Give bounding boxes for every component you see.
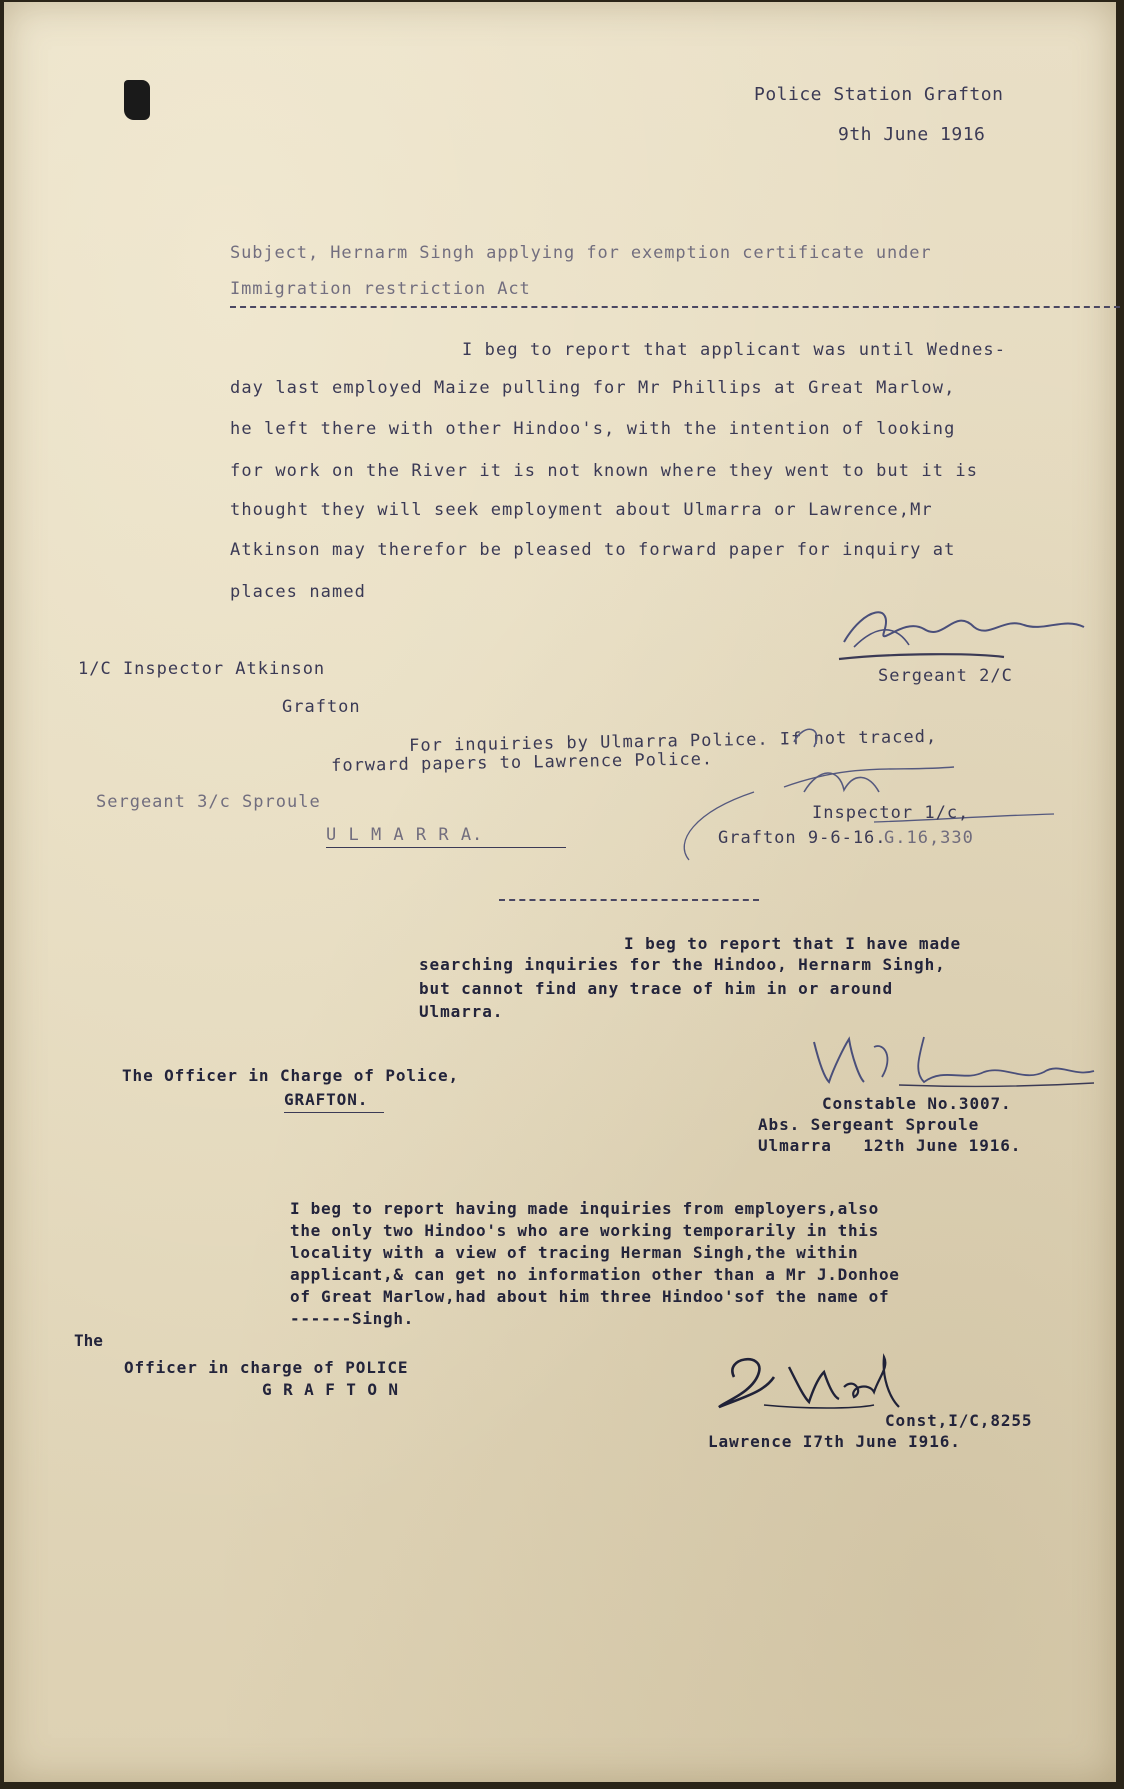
signature-const-lawrence [704,1347,904,1417]
report1-line: thought they will seek employment about Ulmarra or Lawrence,Mr [230,500,933,520]
report2-line: I beg to report that I have made [624,934,962,953]
report3-signoff-1: Const,I/C,8255 [885,1411,1033,1430]
report2-signoff-1: Constable No.3007. [822,1094,1012,1113]
report2-line: Ulmarra. [419,1002,504,1021]
signature-sergeant [834,587,1094,667]
header-date: 9th June 1916 [838,124,986,145]
report2-signoff-3: Ulmarra 12th June 1916. [758,1136,1022,1155]
report3-line: the only two Hindoo's who are working temporarily in this [290,1221,879,1240]
report3-addressee-0: The [74,1331,103,1350]
report2-addressee-1: The Officer in Charge of Police, [122,1066,460,1085]
report1-addressee-2: Grafton [282,697,361,717]
report1-line: I beg to report that applicant was until Wednes- [462,340,1007,360]
minute-dashed-rule [499,899,759,901]
report1-line: Atkinson may therefor be pleased to forward paper for inquiry at [230,540,956,560]
report3-line: applicant,& can get no information other than a Mr J.Donhoe [290,1265,900,1284]
signature-constable [804,1027,1104,1097]
minute-signoff-2: Grafton 9-6-16. [718,828,887,848]
subject-line-1: Subject, Hernarm Singh applying for exemption certificate under [230,243,932,263]
report3-signoff-2: Lawrence I7th June I916. [708,1432,961,1451]
report2-line: but cannot find any trace of him in or around [419,979,893,998]
report2-signoff-2: Abs. Sergeant Sproule [758,1115,980,1134]
document-page [4,2,1116,1782]
report3-addressee-1: Officer in charge of POLICE [124,1358,409,1377]
report3-line: I beg to report having made inquiries from employers,also [290,1199,879,1218]
report1-line: he left there with other Hindoo's, with the intention of looking [230,419,956,439]
report1-line: for work on the River it is not known where they went to but it is [230,461,979,481]
subject-line-2: Immigration restriction Act [230,279,531,299]
subject-dashed-rule [230,306,1120,308]
minute-line-2: forward papers to Lawrence Police. [330,749,714,776]
report3-line: ------Singh. [290,1309,414,1328]
report1-signoff: Sergeant 2/C [878,666,1013,686]
report2-addressee-2: GRAFTON. [284,1090,369,1109]
minute-line-1: For inquiries by Ulmarra Police. If not traced, [408,726,938,756]
minute-signoff-ref: G.16,330 [884,828,974,848]
report1-line: places named [230,582,367,602]
report2-addressee-underline [284,1112,384,1113]
report1-line: day last employed Maize pulling for Mr Phillips at Great Marlow, [230,378,956,398]
report3-line: of Great Marlow,had about him three Hindoo'sof the name of [290,1287,890,1306]
report3-line: locality with a view of tracing Herman Singh,the within [290,1243,859,1262]
report1-addressee-1: 1/C Inspector Atkinson [78,659,326,679]
minute-signoff-1: Inspector 1/c, [812,803,970,823]
header-station: Police Station Grafton [754,84,1004,105]
ink-blot [124,80,150,120]
minute-to-1: Sergeant 3/c Sproule [96,792,321,812]
report2-line: searching inquiries for the Hindoo, Hernarm Singh, [419,955,946,974]
minute-to-2: U L M A R R A. [326,825,484,845]
minute-to-underline [326,847,566,848]
report3-addressee-2: G R A F T O N [262,1380,399,1399]
